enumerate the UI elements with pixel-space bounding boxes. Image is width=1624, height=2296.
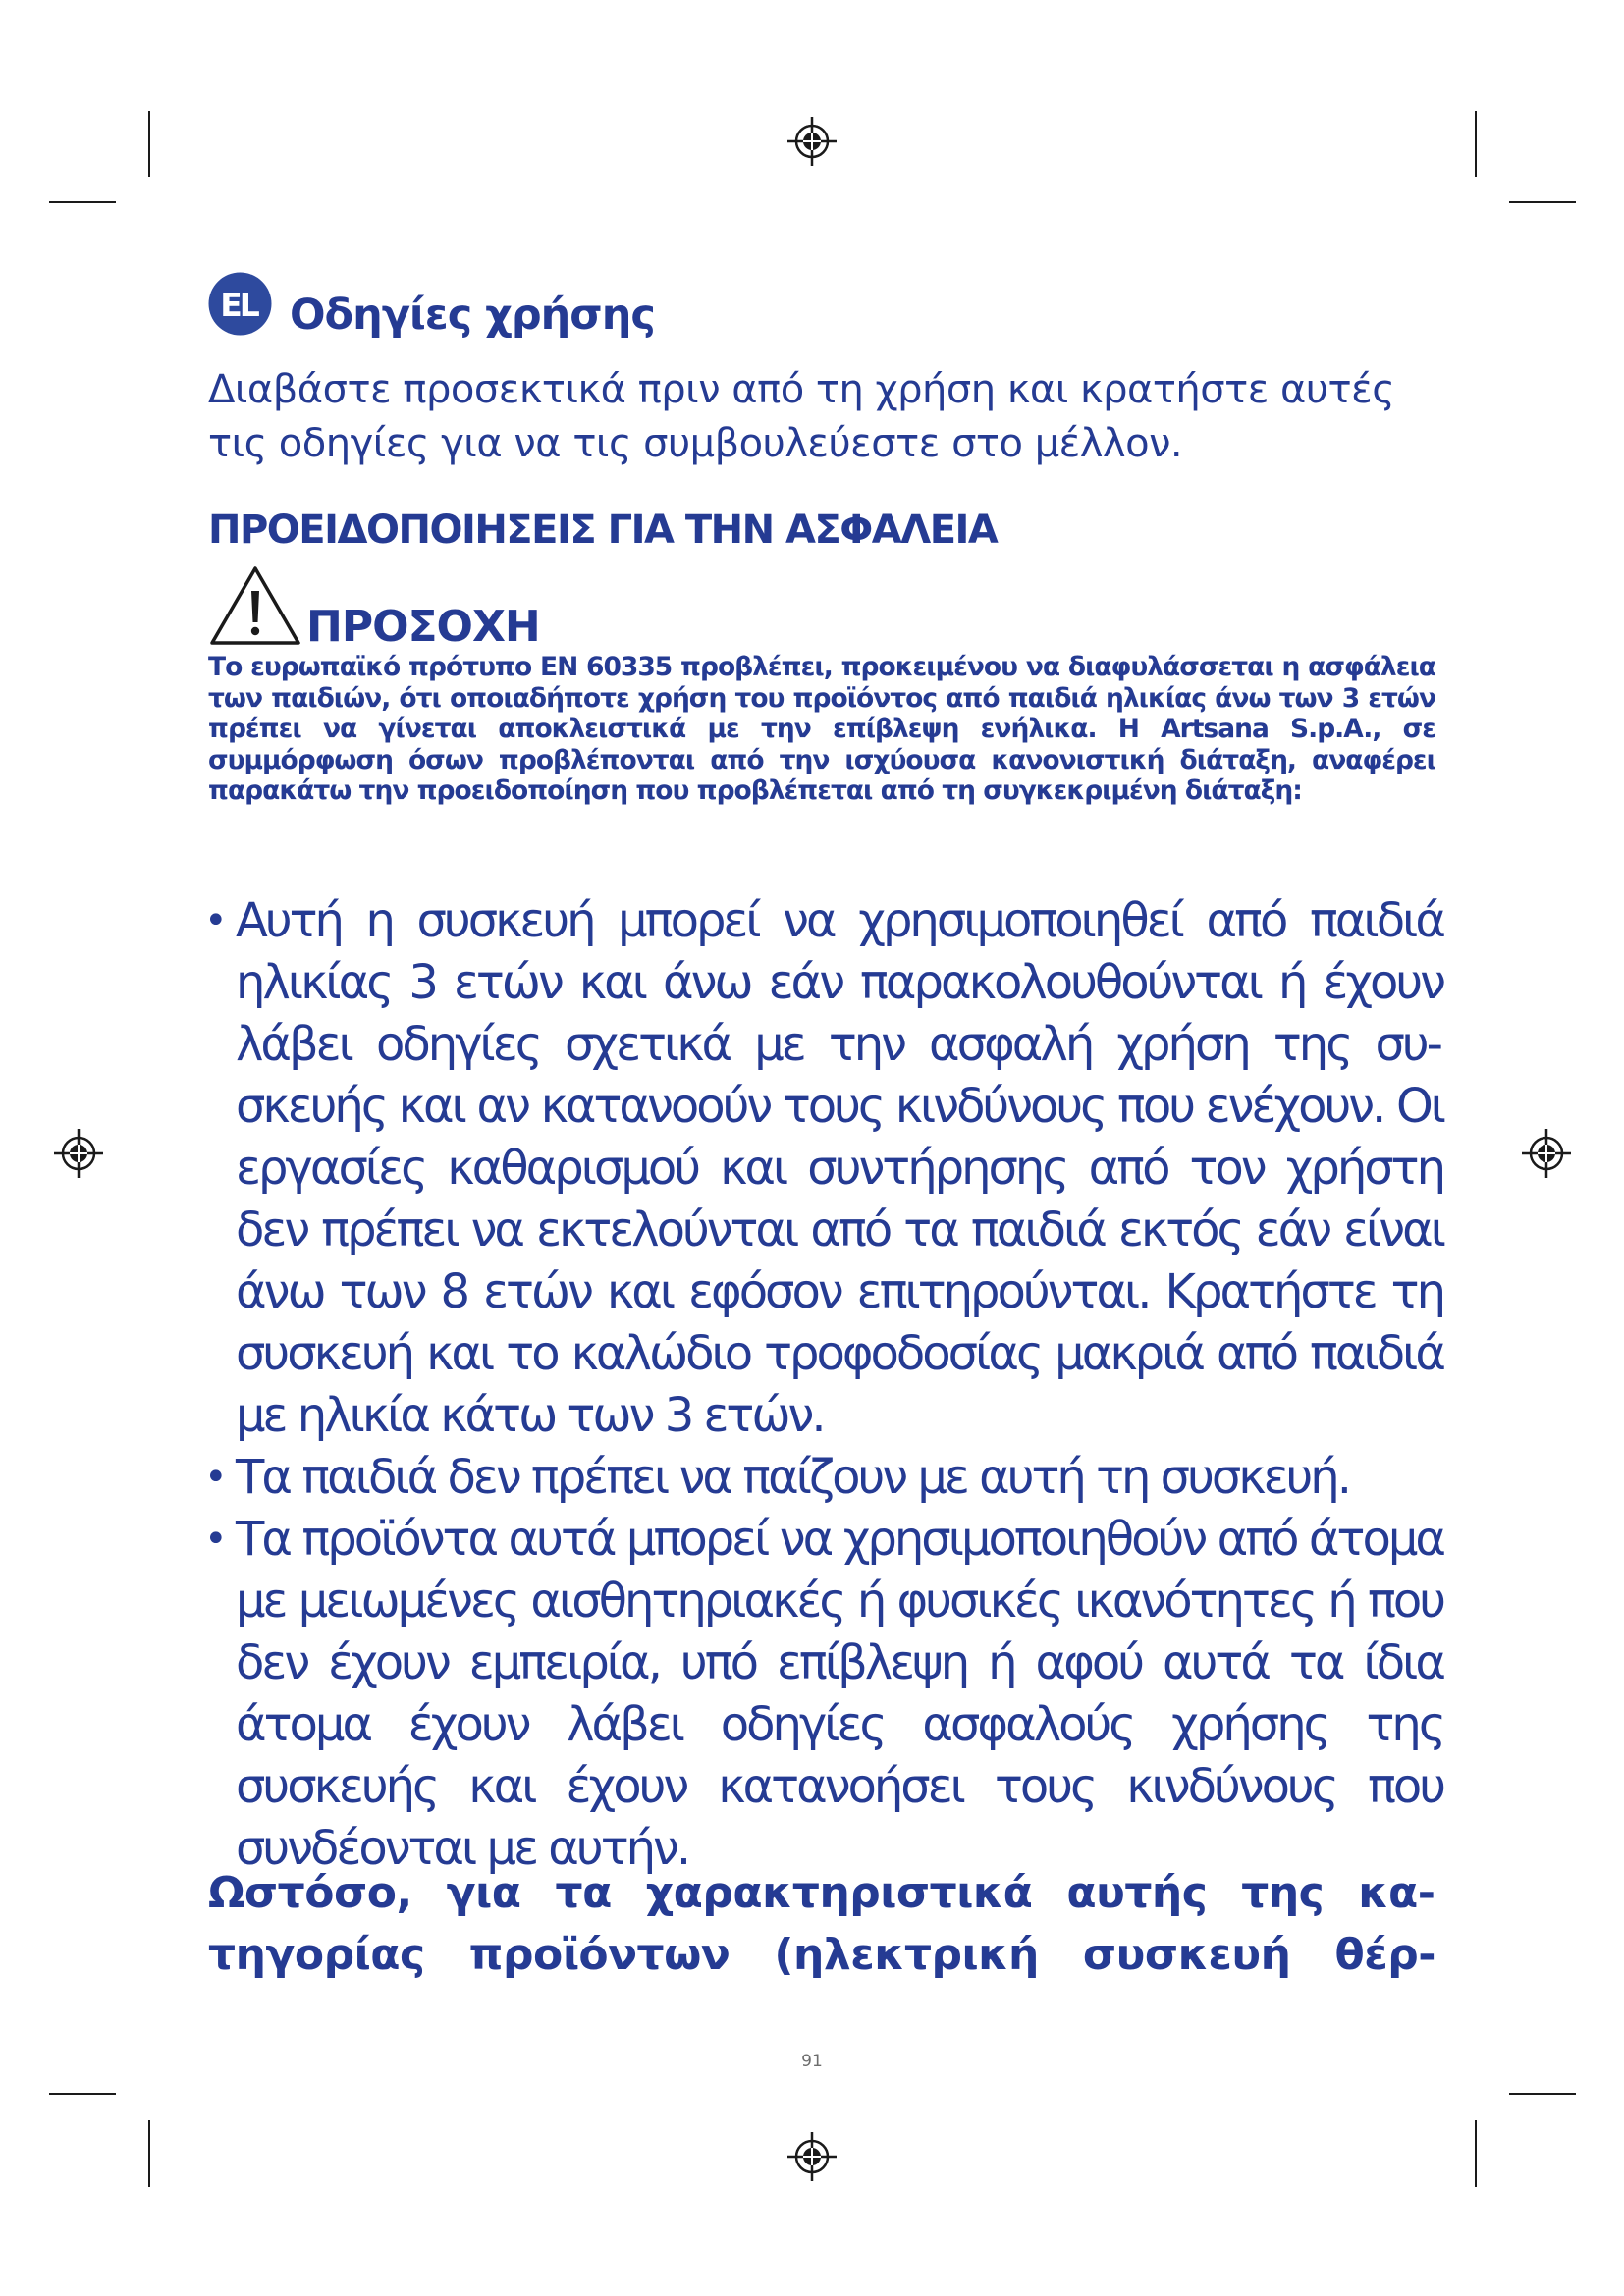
warning-triangle-icon [208,563,302,648]
page-title: Οδηγίες χρήσης [290,291,655,340]
intro-text: Διαβάστε προσεκτικά πριν από τη χρήση και κρατήστε αυτές τις οδηγίες για να τις συμβουλεύεστε στο μέλλον. [208,367,1395,466]
warning-bullet-list [204,890,1443,1880]
registration-target-top [787,117,837,166]
bullet-marker: • [204,1517,228,1562]
warning-bullet-item [204,1509,1443,1880]
safety-section-title: ΠΡΟΕΙΔΟΠΟΙΗΣΕΙΣ ΓΙΑ ΤΗΝ ΑΣΦΑΛΕΙΑ [208,507,998,553]
registration-target-left [54,1129,103,1178]
bullet-text: Τα προϊόντα αυτά μπορεί να χρησιμοποιηθούν από άτομα με μειωμένες αισθητηριακές ή φυσικές ικανότητες ή που δεν έχουν εμπειρία, υπό επίβλεψη ή αφού αυτά τα ίδια άτομα έχουν λάβει οδηγίες ασφαλούς χρήσης της συσκευής και έχουν κατανοήσει τους κινδύνους που συνδέονται με αυτήν. [236,1512,1443,1876]
emphasis-text: Ωστόσο, για τα χαρακτηριστικά αυτής της κατηγορίας προϊόντων (ηλεκτρική συσκευή θέρ- [208,1868,1435,1980]
warning-bullet-item [204,890,1443,1447]
registration-target-right [1522,1129,1571,1178]
bullet-marker: • [204,898,228,943]
caution-label: ΠΡΟΣΟΧΗ [306,602,540,652]
language-badge-icon [208,272,272,336]
standard-warning-text: Το ευρωπαϊκό πρότυπο EN 60335 προβλέπει, προκειμένου να διαφυλάσσεται η ασφάλεια των παιδιών, ότι οποιαδήποτε χρήση του προϊόντος από παιδιά ηλικίας άνω των 3 ετών πρέπει να γίνεται αποκλειστικά με την επίβλεψη ενήλικα. Η Artsana S.p.A., σε συμμόρφωση όσων προβλέπονται από την ισχύουσα κανονιστική διάταξη, αναφέρει παρακάτω την προειδοποίηση που προβλέπεται από τη συγκεκριμένη διάταξη: [208,652,1435,806]
bullet-marker: • [204,1455,228,1500]
page-number: 91 [801,2052,823,2071]
warning-bullet-item [204,1447,1443,1509]
registration-target-bottom [787,2132,837,2181]
bullet-text: Τα παιδιά δεν πρέπει να παίζουν με αυτή τη συσκευή. [236,1450,1349,1505]
language-badge-text: EL [220,286,257,324]
bullet-text: Αυτή η συσκευή μπορεί να χρησιμοποιηθεί από παιδιά ηλικίας 3 ετών και άνω εάν παρακολουθούνται ή έχουν λάβει οδηγίες σχετικά με την ασφαλή χρήση της συσκευής και αν κατανοούν τους κινδύνους που ενέχουν. Οι εργασίες καθαρισμού και συντήρησης από τον χρήστη δεν πρέπει να εκτελούνται από τα παιδιά εκτός εάν είναι άνω των 8 ετών και εφόσον επιτηρούνται. Κρατήστε τη συσκευή και το καλώδιο τροφοδοσίας μακριά από παιδιά με ηλικία κάτω των 3 ετών. [236,893,1443,1443]
